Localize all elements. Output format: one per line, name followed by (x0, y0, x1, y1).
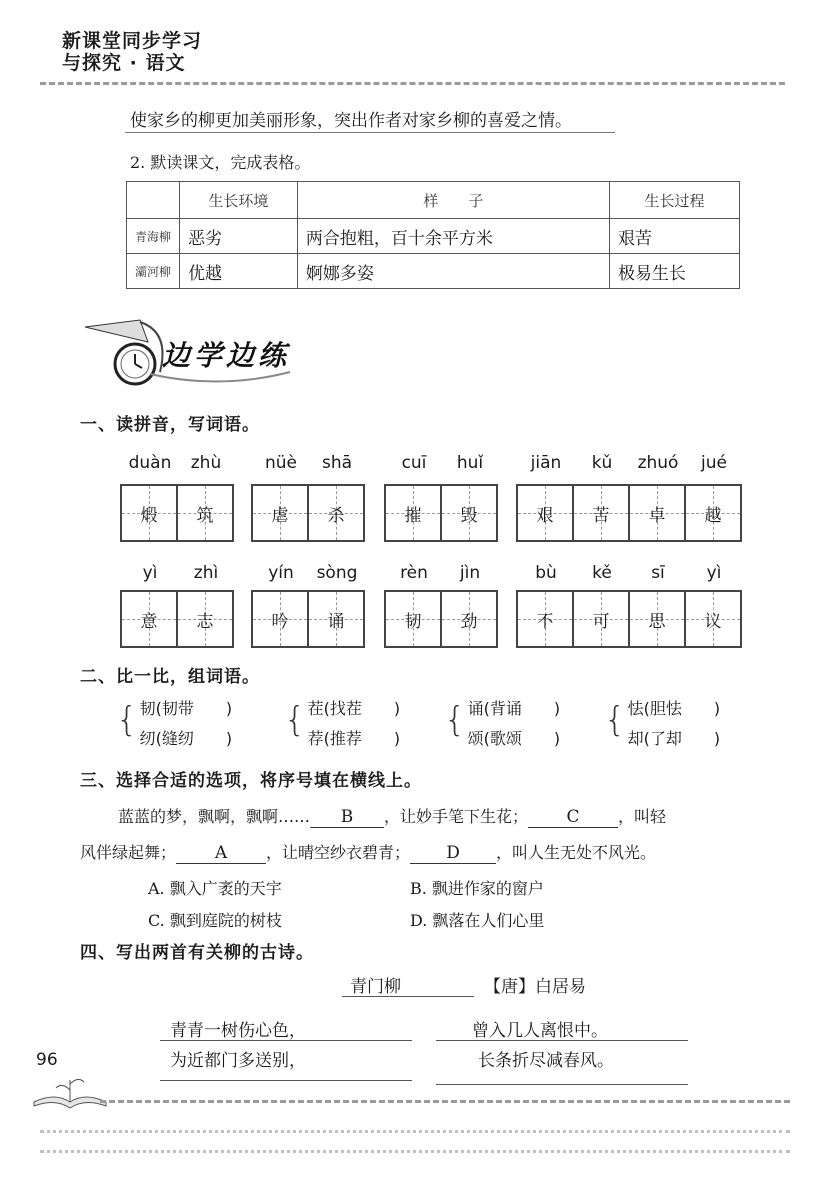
page-number: 96 (36, 1050, 58, 1070)
compare-word: 颂(歌颂 ) (467, 729, 561, 748)
char: 艰 (536, 505, 554, 526)
char: 思 (648, 611, 666, 632)
compare-word: 茬(找茬 ) (307, 699, 401, 718)
pinyin: zhì (193, 563, 219, 583)
pinyin: zhù (190, 453, 222, 473)
section3-title: 三、选择合适的选项，将序号填在横线上。 (80, 771, 422, 791)
section1-title: 一、读拼音，写词语。 (80, 415, 260, 435)
footer-dots (40, 1150, 790, 1153)
char: 卓 (648, 505, 666, 526)
task2-prompt: 2. 默读课文，完成表格。 (130, 153, 311, 172)
char: 摧 (404, 505, 422, 526)
pinyin: yín (268, 563, 294, 583)
table-row (127, 254, 740, 289)
compare-pair (444, 694, 560, 754)
char: 诵 (327, 611, 345, 632)
poem-line: 青青一树伤心色， (170, 1021, 306, 1041)
char-box-group (120, 484, 234, 542)
char: 吟 (271, 611, 289, 632)
compare-word: 诵(背诵 ) (467, 699, 561, 718)
pinyin: nüè (264, 453, 297, 473)
pinyin-group (253, 563, 365, 583)
answer-blank[interactable]: C (528, 807, 618, 828)
table-header-cell: 生长过程 (609, 182, 739, 219)
char-cell[interactable] (386, 592, 440, 646)
char-cell[interactable] (628, 592, 684, 646)
char: 毁 (460, 505, 478, 526)
growth-table (126, 181, 740, 289)
answer-line (436, 1040, 688, 1041)
answer-line (160, 1080, 412, 1081)
poem-author: 【唐】白居易 (484, 977, 586, 997)
pinyin-group (518, 563, 742, 583)
pinyin-group (122, 563, 234, 583)
compare-word: 纫(缝纫 ) (139, 729, 233, 748)
table-header-cell: 生长环境 (180, 182, 298, 219)
char-box-group (516, 590, 742, 648)
pinyin-group (386, 453, 498, 473)
compare-word: 却(了却 ) (627, 729, 721, 748)
char-cell[interactable] (253, 592, 307, 646)
char: 意 (140, 611, 158, 632)
table-cell: 恶劣 (180, 219, 298, 254)
poem-line: 为近都门多送别， (170, 1051, 306, 1071)
char-cell[interactable] (518, 486, 572, 540)
pinyin: sòng (316, 563, 358, 583)
char-box-group (251, 484, 365, 542)
char-cell[interactable] (176, 486, 232, 540)
char-box-group (251, 590, 365, 648)
sentence-text: ，让晴空纱衣碧青； (266, 843, 411, 862)
pinyin: huǐ (456, 453, 484, 473)
option-d: D. 飘落在人们心里 (410, 911, 545, 930)
table-cell: 婀娜多姿 (297, 254, 609, 289)
table-header-row (127, 182, 740, 219)
char: 劲 (460, 611, 478, 632)
header-divider (40, 82, 785, 85)
char-cell[interactable] (684, 592, 740, 646)
pinyin: kě (592, 563, 612, 583)
pinyin: zhuó (637, 453, 679, 473)
table-row (127, 219, 740, 254)
char-cell[interactable] (572, 592, 628, 646)
table-header-cell (127, 182, 180, 219)
pinyin-group (386, 563, 498, 583)
answer-line (160, 1040, 412, 1041)
pinyin: kǔ (591, 453, 613, 473)
poem-line: 长条折尽减春风。 (478, 1051, 614, 1071)
brace-icon: { (604, 700, 626, 740)
char-cell[interactable] (253, 486, 307, 540)
book-title: 新课堂同步学习 (62, 30, 203, 52)
option-b: B. 飘进作家的窗户 (410, 879, 544, 898)
answer-blank[interactable]: B (310, 807, 384, 828)
char-cell[interactable] (307, 486, 363, 540)
char-cell[interactable] (440, 592, 496, 646)
char-cell[interactable] (176, 592, 232, 646)
compare-pair (604, 694, 720, 754)
pinyin: yì (706, 563, 722, 583)
char: 韧 (404, 611, 422, 632)
char-cell[interactable] (307, 592, 363, 646)
pinyin: bù (535, 563, 557, 583)
char: 议 (704, 611, 722, 632)
option-c: C. 飘到庭院的树枝 (148, 911, 282, 930)
char: 筑 (196, 505, 214, 526)
char: 煅 (140, 505, 158, 526)
pinyin: yì (142, 563, 158, 583)
char: 虐 (271, 505, 289, 526)
char-box-group (384, 590, 498, 648)
pinyin: duàn (128, 453, 172, 473)
poem-line: 曾入几人离恨中。 (472, 1021, 608, 1041)
char-cell[interactable] (122, 486, 176, 540)
char-cell[interactable] (628, 486, 684, 540)
char: 不 (536, 611, 554, 632)
table-cell: 两合抱粗，百十余平方米 (297, 219, 609, 254)
sentence-text: 风伴绿起舞； (80, 843, 177, 862)
table-cell: 艰苦 (609, 219, 739, 254)
sentence-text: ，叫轻 (618, 807, 667, 826)
char-box-group (120, 590, 234, 648)
compare-word: 韧(韧带 ) (139, 699, 233, 718)
char-box-group (516, 484, 742, 542)
book-subtitle: 与探究 · 语文 (62, 52, 186, 74)
char-cell[interactable] (440, 486, 496, 540)
char-cell[interactable] (386, 486, 440, 540)
sentence-text: ，叫人生无处不风光。 (496, 843, 657, 862)
pinyin-group (253, 453, 365, 473)
pinyin: shā (321, 453, 353, 473)
sentence-text: 蓝蓝的梦，飘啊，飘啊…… (118, 807, 311, 826)
char-cell[interactable] (572, 486, 628, 540)
poem-title: 青门柳 (350, 977, 401, 997)
char: 杀 (327, 505, 345, 526)
char: 越 (704, 505, 722, 526)
answer-blank[interactable]: D (410, 843, 496, 864)
intro-underline (125, 132, 615, 133)
compare-word: 荐(推荐 ) (307, 729, 401, 748)
compare-word: 怯(胆怯 ) (627, 699, 721, 718)
pinyin: sī (651, 563, 665, 583)
char-cell[interactable] (122, 592, 176, 646)
intro-line: 使家乡的柳更加美丽形象，突出作者对家乡柳的喜爱之情。 (130, 111, 572, 131)
footer-divider (100, 1100, 790, 1103)
brace-icon: { (444, 700, 466, 740)
poem-title-underline (342, 996, 474, 997)
logo-text: 边学边练 (162, 339, 291, 372)
footer-dots (40, 1130, 790, 1133)
table-header-cell: 样 子 (297, 182, 609, 219)
char-box-group (384, 484, 498, 542)
brace-icon: { (116, 700, 138, 740)
pinyin: jiān (530, 453, 562, 473)
pinyin-group (122, 453, 234, 473)
row-label: 青海柳 (127, 219, 180, 254)
section4-title: 四、写出两首有关柳的古诗。 (80, 943, 314, 963)
char: 苦 (592, 505, 610, 526)
pinyin: cuī (401, 453, 427, 473)
char: 可 (592, 611, 610, 632)
section-logo (80, 312, 310, 392)
char: 志 (196, 611, 214, 632)
answer-blank[interactable]: A (176, 843, 266, 864)
char-cell[interactable] (684, 486, 740, 540)
option-a: A. 飘入广袤的天宇 (148, 879, 282, 898)
char-cell[interactable] (518, 592, 572, 646)
open-book-icon (30, 1072, 110, 1112)
brace-icon: { (284, 700, 306, 740)
table-cell: 优越 (180, 254, 298, 289)
pinyin: jué (701, 453, 727, 473)
row-label: 灞河柳 (127, 254, 180, 289)
fill-line-2 (80, 840, 656, 864)
answer-line (436, 1084, 688, 1085)
pinyin: rèn (400, 563, 428, 583)
table-cell: 极易生长 (609, 254, 739, 289)
sentence-text: ，让妙手笔下生花； (384, 807, 529, 826)
pinyin-group (518, 453, 742, 473)
compare-pair (284, 694, 400, 754)
section2-title: 二、比一比，组词语。 (80, 667, 260, 687)
pinyin: jìn (459, 563, 481, 583)
fill-line-1 (118, 804, 666, 828)
compare-pair (116, 694, 232, 754)
